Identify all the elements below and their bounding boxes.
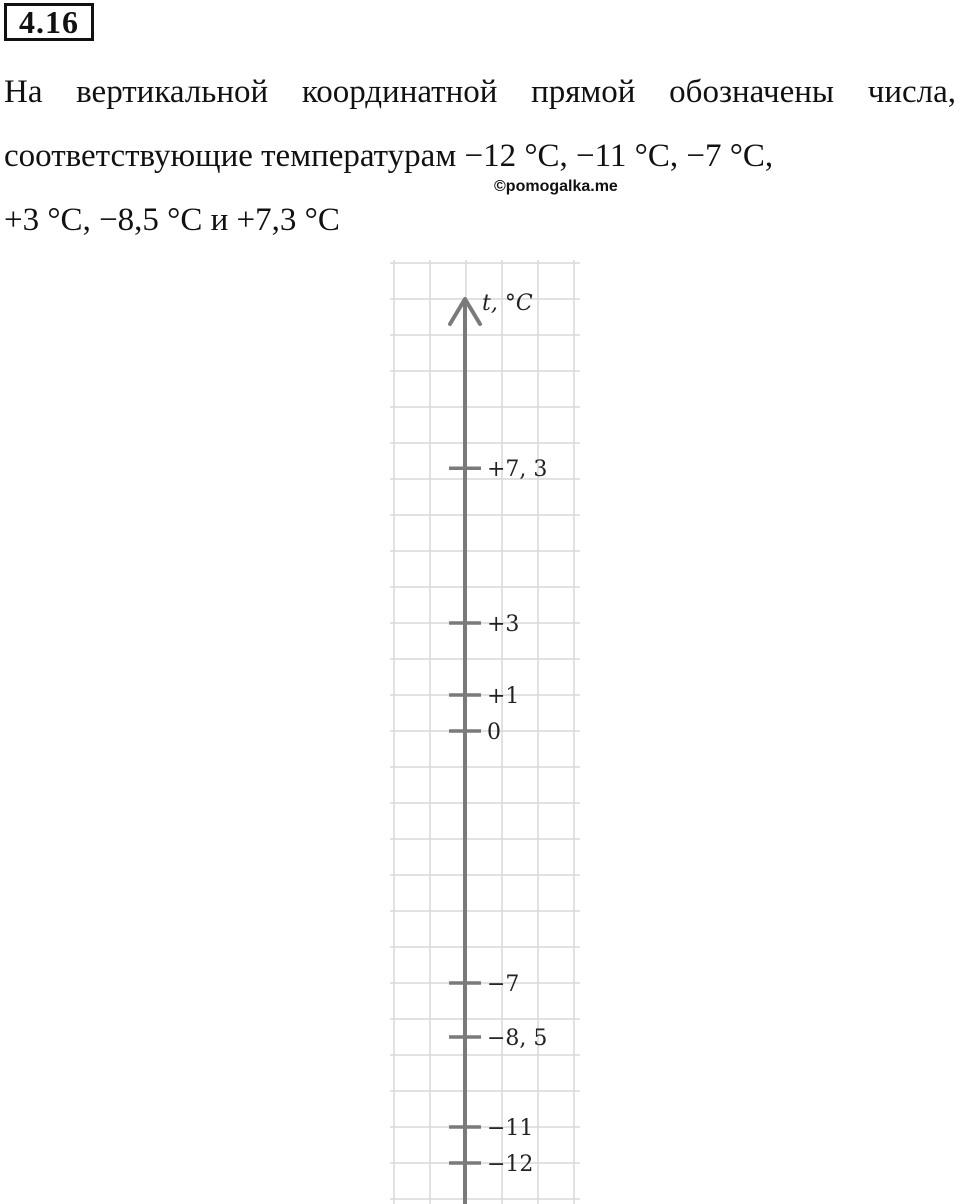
grid — [390, 260, 580, 1204]
problem-text-line-3: +3 °С, −8,5 °С и +7,3 °С — [4, 202, 340, 238]
problem-text-line-1: На вертикальной координатной прямой обозначены числа, — [4, 74, 956, 110]
number-line-svg — [380, 250, 600, 1204]
watermark: ©pomogalka.me — [494, 178, 618, 195]
tick-label: −8, 5 — [487, 1026, 548, 1051]
tick-label: +7, 3 — [487, 457, 548, 483]
tick-label: −12 — [487, 1152, 534, 1177]
tick-label: +1 — [487, 684, 520, 709]
number-line-figure — [380, 250, 600, 1204]
tick-label: 0 — [487, 720, 501, 745]
tick-label: −7 — [487, 972, 520, 997]
problem-number: 4.16 — [4, 3, 94, 41]
tick-label: +3 — [487, 612, 520, 637]
problem-text-line-2: соответствующие температурам −12 °С, −11 °С, −7 °С, — [4, 138, 774, 174]
vertical-axis — [450, 299, 480, 1204]
axis-label: t, °C — [482, 291, 533, 316]
tick-label: −11 — [487, 1116, 534, 1141]
